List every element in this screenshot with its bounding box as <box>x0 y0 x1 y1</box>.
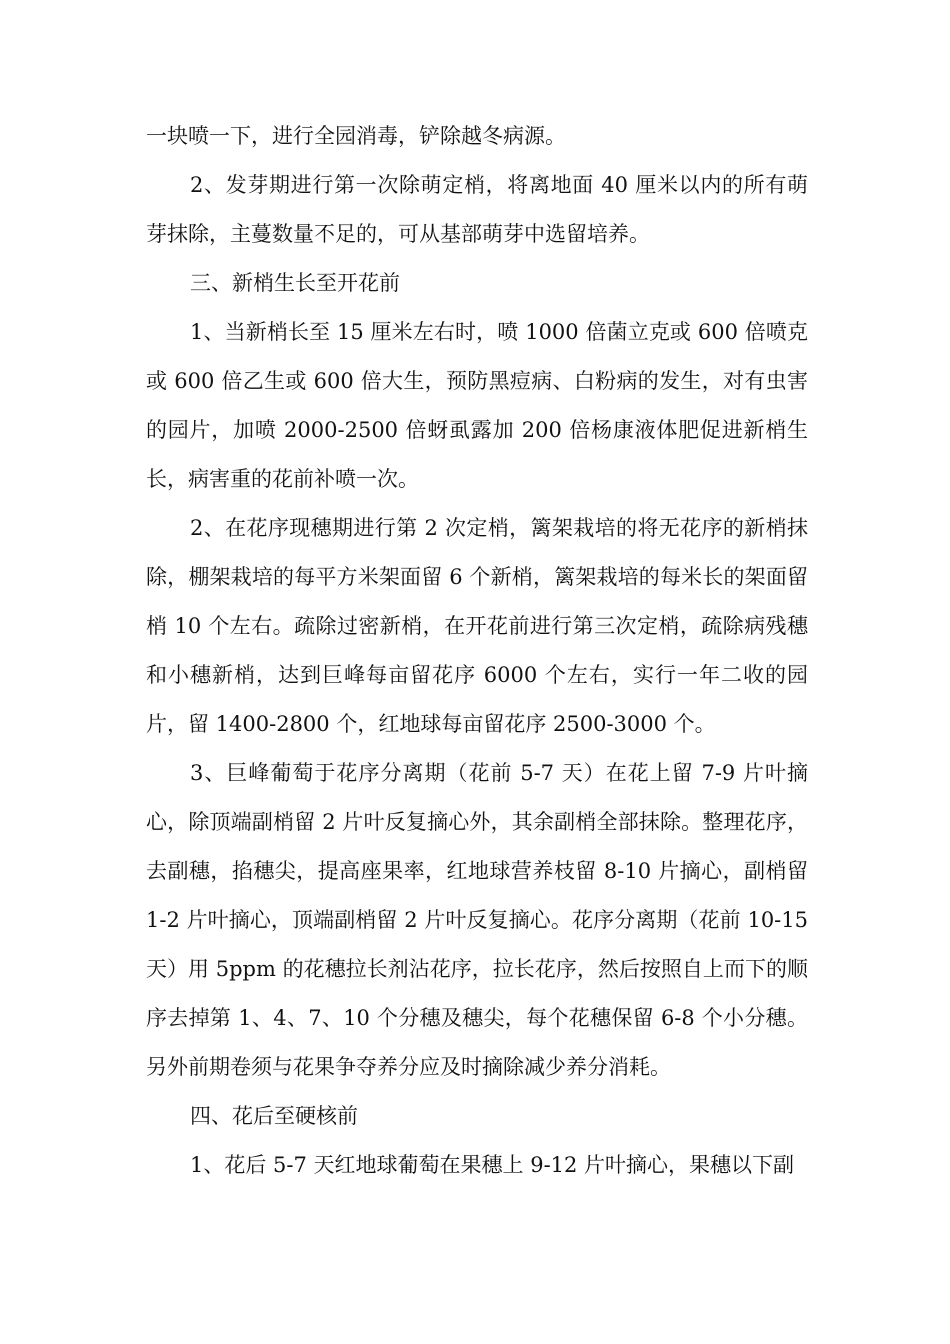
paragraph-continuation: 一块喷一下，进行全园消毒，铲除越冬病源。 <box>146 124 566 148</box>
paragraph-post-bloom-pinching: 1、花后 5-7 天红地球葡萄在果穗上 9-12 片叶摘心，果穗以下副 <box>190 1153 795 1177</box>
paragraph-sprouting-stage: 2、发芽期进行第一次除萌定梢，将离地面 40 厘米以内的所有萌芽抹除，主蔓数量不足的，可从基部萌芽中选留培养。 <box>146 173 808 246</box>
document-body <box>146 112 808 1190</box>
paragraph-new-shoot-spray: 1、当新梢长至 15 厘米左右时，喷 1000 倍菌立克或 600 倍喷克或 600 倍乙生或 600 倍大生，预防黑痘病、白粉病的发生，对有虫害的园片，加喷 2000-2500 倍蚜虱露加 200 倍杨康液体肥促进新梢生长，病害重的花前补喷一次。 <box>146 320 808 491</box>
section-heading-4: 四、花后至硬核前 <box>190 1104 358 1128</box>
paragraph-second-shoot-thinning: 2、在花序现穗期进行第 2 次定梢，篱架栽培的将无花序的新梢抹除，棚架栽培的每平方米架面留 6 个新梢，篱架栽培的每米长的架面留梢 10 个左右。疏除过密新梢，在开花前进行第三次定梢，疏除病残穗和小穗新梢，达到巨峰每亩留花序 6000 个左右，实行一年二收的园片，留 1400-2800 个，红地球每亩留花序 2500-3000 个。 <box>146 516 808 736</box>
section-heading-3: 三、新梢生长至开花前 <box>190 271 400 295</box>
paragraph-flower-cluster-management: 3、巨峰葡萄于花序分离期（花前 5-7 天）在花上留 7-9 片叶摘心，除顶端副梢留 2 片叶反复摘心外，其余副梢全部抹除。整理花序，去副穗，掐穗尖，提高座果率，红地球营养枝留 8-10 片摘心，副梢留 1-2 片叶摘心，顶端副梢留 2 片叶反复摘心。花序分离期（花前 10-15 天）用 5ppm 的花穗拉长剂沾花序，拉长花序，然后按照自上而下的顺序去掉第 1、4、7、10 个分穗及穗尖，每个花穗保留 6-8 个小分穗。另外前期卷须与花果争夺养分应及时摘除减少养分消耗。 <box>146 761 808 1079</box>
